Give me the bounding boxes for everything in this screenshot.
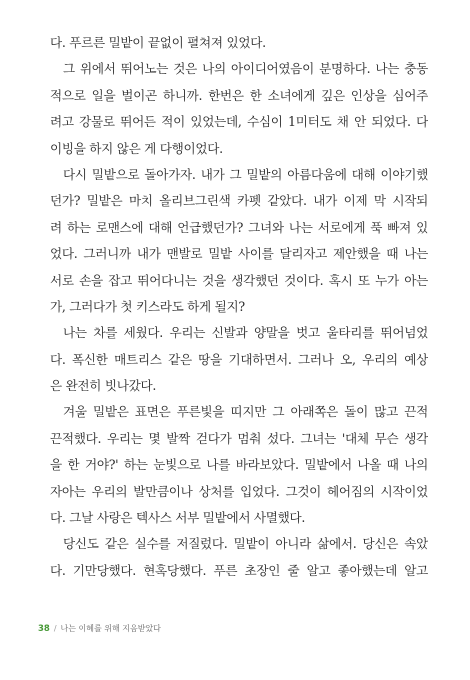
- text-line-12: 나는 차를 세웠다. 우리는 신발과 양말을 벗고 울타리를 뛰어넘었: [63, 325, 428, 341]
- text-line-10: 서로 손을 잡고 뛰어다니는 것을 생각했던 것이다. 혹시 또 누가 아는: [50, 272, 428, 288]
- text-line-7: 던가? 밀밭은 마치 올리브그린색 카펫 같았다. 내가 이제 막 시작되: [50, 193, 428, 209]
- page-number: 38: [38, 624, 50, 634]
- text-line-19: 다. 그날 사랑은 텍사스 서부 밀밭에서 사멸했다.: [50, 510, 306, 526]
- text-line-6: 다시 밀밭으로 돌아가자. 내가 그 밀밭의 아름다움에 대해 이야기했: [63, 166, 428, 182]
- page-footer: [38, 623, 161, 634]
- footer-separator: /: [53, 624, 57, 633]
- text-line-5: 이빙을 하지 않은 게 다행이었다.: [50, 140, 223, 156]
- text-line-15: 겨울 밀밭은 표면은 푸른빛을 띠지만 그 아래쪽은 돌이 많고 끈적: [63, 404, 428, 420]
- text-line-3: 적으로 일을 벌이곤 하니까. 한번은 한 소녀에게 깊은 인상을 심어주: [50, 87, 428, 103]
- text-line-8: 려 하는 로맨스에 대해 언급했던가? 그녀와 나는 서로에게 푹 빠져 있: [50, 219, 428, 235]
- text-line-17: 을 한 거야?' 하는 눈빛으로 나를 바라보았다. 밀밭에서 나올 때 나의: [50, 457, 428, 473]
- text-line-1: 다. 푸르른 밀밭이 끝없이 펼쳐져 있었다.: [50, 35, 266, 50]
- page-text-body: [50, 30, 428, 584]
- running-book-title: 나는 이혜를 위해 지음받았다: [60, 624, 161, 633]
- text-line-14: 은 완전히 빗나갔다.: [50, 378, 157, 394]
- text-line-9: 었다. 그러니까 내가 맨발로 밀밭 사이를 달리자고 제안했을 때 나는: [50, 246, 428, 262]
- text-line-16: 끈적했다. 우리는 몇 발짝 걷다가 멈춰 섰다. 그녀는 '대체 무슨 생각: [50, 430, 428, 446]
- text-line-13: 다. 폭신한 매트리스 같은 땅을 기대하면서. 그러나 오, 우리의 예상: [50, 351, 428, 367]
- text-line-11: 가, 그러다가 첫 키스라도 하게 될지?: [50, 298, 245, 314]
- text-line-4: 려고 강물로 뛰어든 적이 있었는데, 수심이 1미터도 채 안 되었다. 다: [50, 114, 428, 130]
- text-line-2: 그 위에서 뛰어노는 것은 나의 아이디어였음이 분명하다. 나는 충동: [63, 61, 428, 77]
- text-line-20: 당신도 같은 실수를 저질렀다. 밀밭이 아니라 삶에서. 당신은 속았: [63, 536, 428, 552]
- text-line-18: 자아는 우리의 발만큼이나 상처를 입었다. 그것이 헤어짐의 시작이었: [50, 483, 428, 499]
- text-line-21: 다. 기만당했다. 현혹당했다. 푸른 초장인 줄 알고 좋아했는데 알고: [50, 562, 428, 578]
